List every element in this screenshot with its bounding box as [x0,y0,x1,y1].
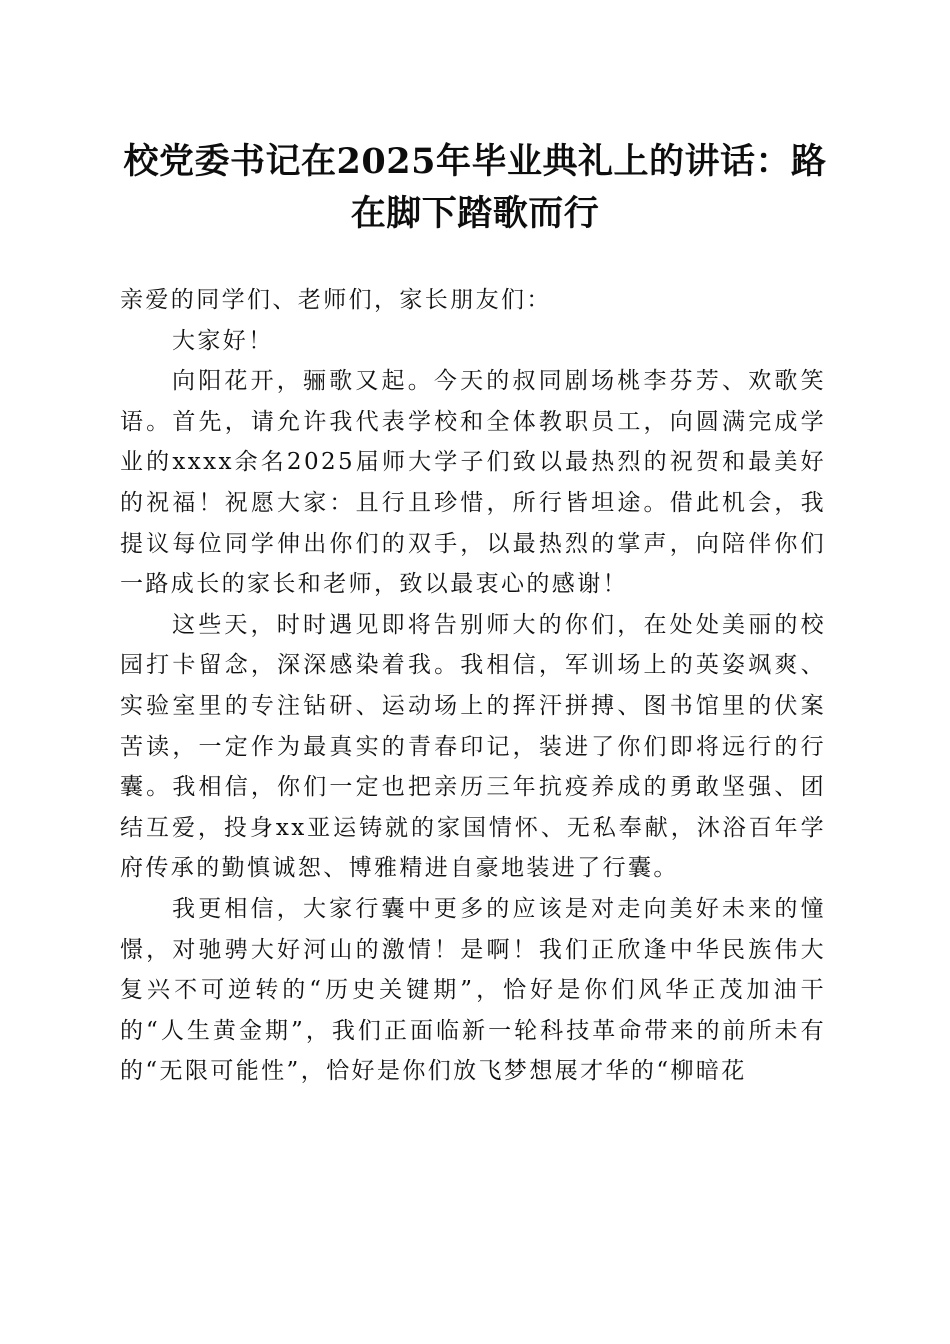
paragraph-future: 我更相信，大家行囊中更多的应该是对走向美好未来的憧憬，对驰骋大好河山的激情！是啊！我们正欣逢中华民族伟大复兴不可逆转的“历史关键期”，恰好是你们风华正茂加油干的“人生黄金期”，我们正面临新一轮科技革命带来的前所未有的“无限可能性”，恰好是你们放飞梦想展才华的“柳暗花 [120,895,826,1085]
document-title: 校党委书记在2025年毕业典礼上的讲话：路在脚下踏歌而行 [123,141,827,234]
paragraph-memories: 这些天，时时遇见即将告别师大的你们，在处处美丽的校园打卡留念，深深感染着我。我相信，军训场上的英姿飒爽、实验室里的专注钻研、运动场上的挥汗拼搏、图书馆里的伏案苦读，一定作为最真实的青春印记，装进了你们即将远行的行囊。我相信，你们一定也把亲历三年抗疫养成的勇敢坚强、团结互爱，投身xx亚运铸就的家国情怀、无私奉献，沐浴百年学府传承的勤慎诚恕、博雅精进自豪地装进了行囊。 [120,611,826,882]
paragraph-greeting: 大家好！ [172,327,274,354]
paragraph-congratulations: 向阳花开，骊歌又起。今天的叔同剧场桃李芬芳、欢歌笑语。首先，请允许我代表学校和全体教职员工，向圆满完成学业的xxxx余名2025届师大学子们致以最热烈的祝贺和最美好的祝福！祝愿大家：且行且珍惜，所行皆坦途。借此机会，我提议每位同学伸出你们的双手，以最热烈的掌声，向陪伴你们一路成长的家长和老师，致以最衷心的感谢！ [120,368,826,598]
document-body [120,280,826,1092]
salutation: 亲爱的同学们、老师们，家长朋友们： [120,287,552,313]
